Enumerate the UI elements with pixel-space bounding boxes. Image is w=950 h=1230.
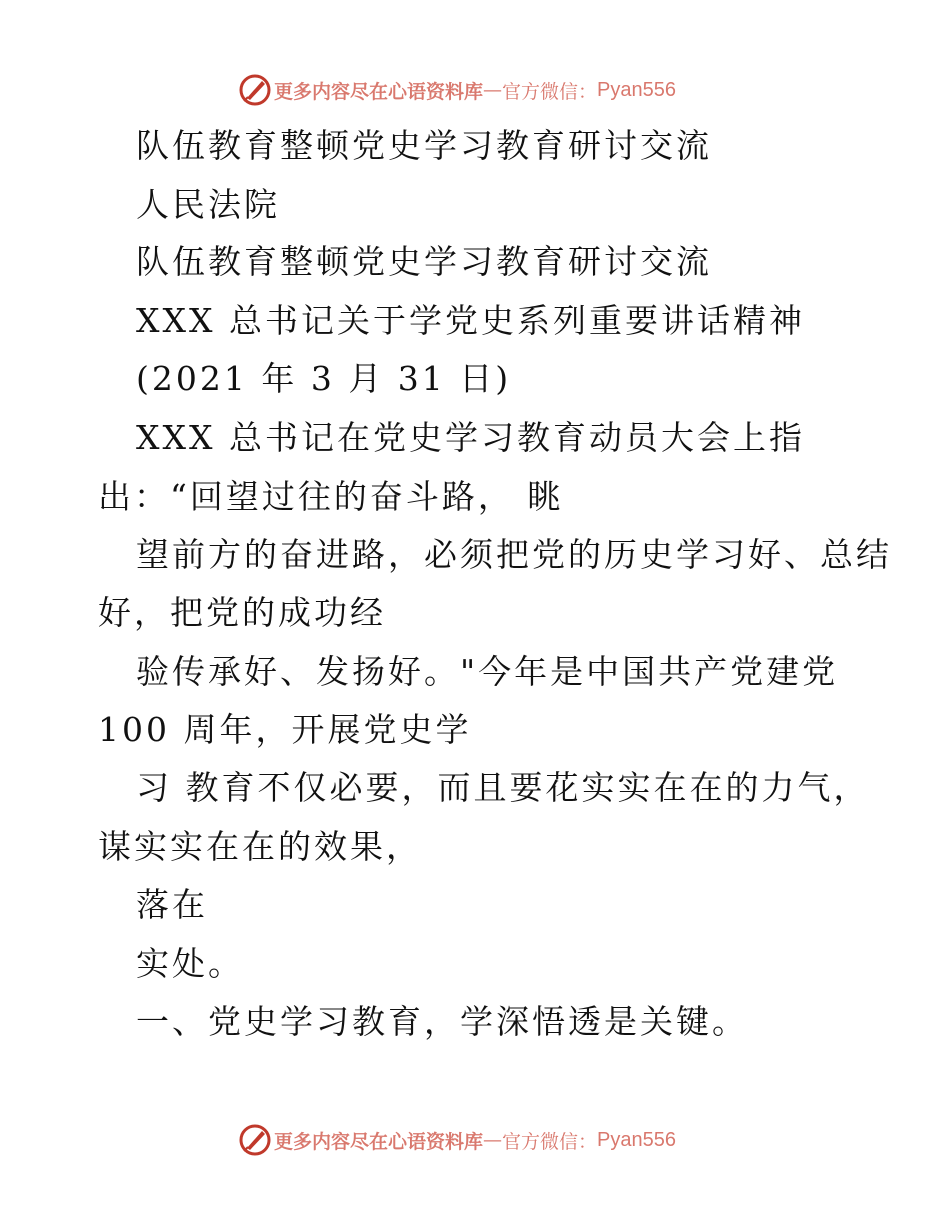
watermark-separator: —	[483, 79, 503, 101]
watermark-account: Pyan556	[597, 78, 676, 101]
watermark-account: Pyan556	[597, 1128, 676, 1151]
doc-topic: XXX 总书记关于学党史系列重要讲话精神	[136, 301, 805, 340]
paragraph-line: 100 周年，开展党史学	[98, 710, 472, 749]
paragraph-line: 谋实实在在的效果，	[98, 827, 422, 866]
paragraph-line: 望前方的奋进路，必须把党的历史学习好、总结	[136, 535, 892, 574]
watermark-header	[238, 70, 676, 110]
watermark-footer	[238, 1120, 676, 1160]
paragraph-line: 好，把党的成功经	[98, 593, 386, 632]
watermark-separator: —	[483, 1129, 503, 1151]
doc-date: (2021 年 3 月 31 日)	[136, 359, 512, 398]
doc-title: 队伍教育整顿党史学习教育研讨交流	[136, 126, 712, 165]
watermark-channel: 官方微信：	[502, 80, 598, 103]
paragraph-line: 习 教育不仅必要，而且要花实实在在的力气，	[136, 768, 870, 807]
paragraph-line: 实处。	[136, 944, 244, 983]
quill-logo-icon	[238, 1123, 272, 1157]
paragraph-line: XXX 总书记在党史学习教育动员大会上指	[136, 418, 805, 457]
doc-subtitle: 队伍教育整顿党史学习教育研讨交流	[136, 242, 712, 281]
paragraph-line: 验传承好、发扬好。"今年是中国共产党建党	[136, 652, 839, 691]
watermark-brand: 更多内容尽在心语资料库	[274, 80, 484, 103]
paragraph-line: 出：“回望过往的奋斗路， 眺	[98, 477, 564, 516]
quill-logo-icon	[238, 73, 272, 107]
watermark-brand: 更多内容尽在心语资料库	[274, 1130, 484, 1153]
section-heading: 一、党史学习教育，学深悟透是关键。	[136, 1002, 748, 1041]
watermark-channel: 官方微信：	[502, 1130, 598, 1153]
doc-organization: 人民法院	[136, 185, 280, 224]
paragraph-line: 落在	[136, 885, 208, 924]
